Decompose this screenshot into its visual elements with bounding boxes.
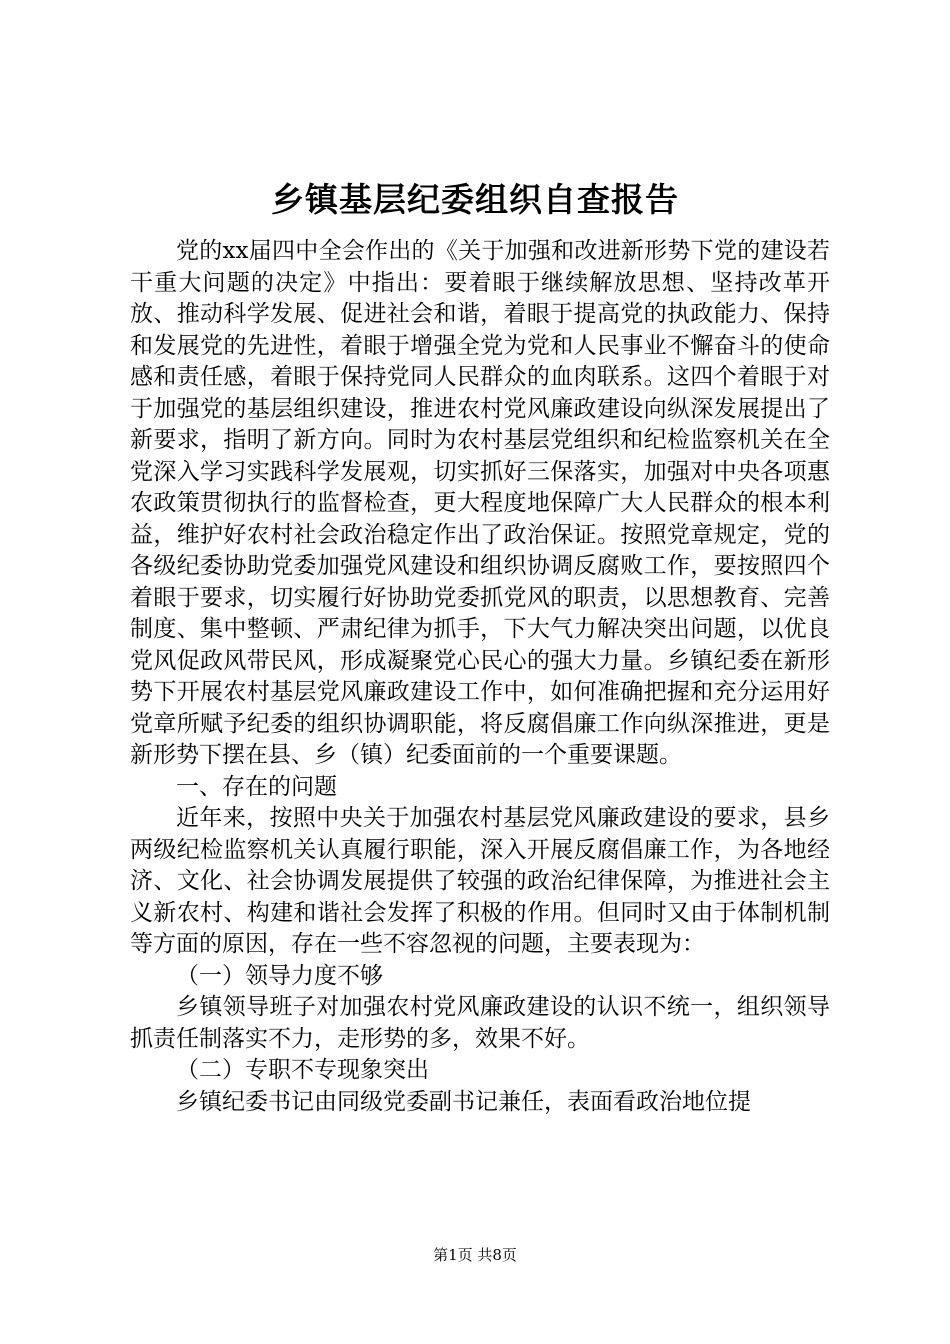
subheading-leadership: （一）领导力度不够: [176, 962, 383, 989]
section-heading-problems: 一、存在的问题: [176, 773, 337, 800]
paragraph-leadership: 乡镇领导班子对加强农村党风廉政建设的认识不统一，组织领导抓责任制落实不力，走形势的多，效果不好。: [130, 994, 830, 1052]
document-title: 乡镇基层纪委组织自查报告: [271, 180, 679, 219]
paragraph-full-time: 乡镇纪委书记由同级党委副书记兼任，表面看政治地位提: [176, 1088, 751, 1115]
paragraph-intro: 党的xx届四中全会作出的《关于加强和改进新形势下党的建设若干重大问题的决定》中指出：要着眼于继续解放思想、坚持改革开放、推动科学发展、促进社会和谐，着眼于提高党的执政能力、保持和发展党的先进性，着眼于增强全党为党和人民事业不懈奋斗的使命感和责任感，着眼于保持党同人民群众的血肉联系。这四个着眼于对于加强党的基层组织建设，推进农村党风廉政建设向纵深发展提出了新要求，指明了新方向。同时为农村基层党组织和纪检监察机关在全党深入学习实践科学发展观，切实抓好三保落实，加强对中央各项惠农政策贯彻执行的监督检查，更大程度地保障广大人民群众的根本利益，维护好农村社会政治稳定作出了政治保证。按照党章规定，党的各级纪委协助党委加强党风建设和组织协调反腐败工作，要按照四个着眼于要求，切实履行好协助党委抓党风的职责，以思想教育、完善制度、集中整顿、严肃纪律为抓手，下大气力解决突出问题，以优良党风促政风带民风，形成凝聚党心民心的强大力量。乡镇纪委在新形势下开展农村基层党风廉政建设工作中，如何准确把握和充分运用好党章所赋予纪委的组织协调职能，将反腐倡廉工作向纵深推进，更是新形势下摆在县、乡（镇）纪委面前的一个重要课题。: [130, 238, 830, 768]
subheading-full-time: （二）专职不专现象突出: [176, 1057, 429, 1083]
page-number-footer: 第1页 共8页: [433, 1246, 517, 1264]
document-body: [130, 236, 830, 1118]
paragraph-problems-overview: 近年来，按照中央关于加强农村基层党风廉政建设的要求，县乡两级纪检监察机关认真履行职能，深入开展反腐倡廉工作，为各地经济、文化、社会协调发展提供了较强的政治纪律保障，为推进社会主义新农村、构建和谐社会发挥了积极的作用。但同时又由于体制机制等方面的原因，存在一些不容忽视的问题，主要表现为：: [130, 805, 830, 957]
